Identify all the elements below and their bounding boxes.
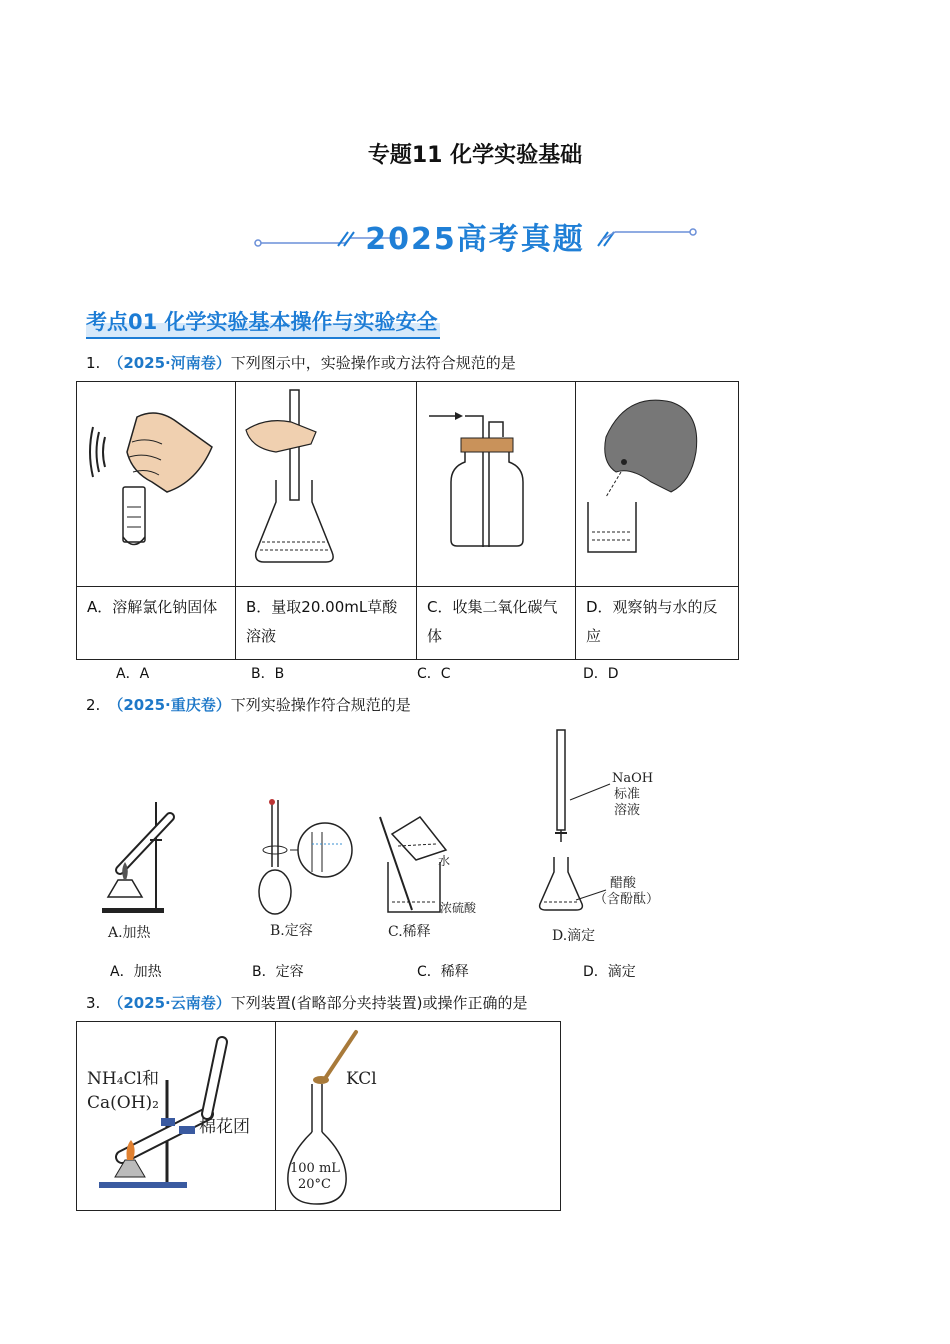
- option-a[interactable]: A．加热: [110, 964, 162, 980]
- question-number: 3.: [86, 994, 101, 1012]
- option-a[interactable]: A．A: [116, 666, 150, 682]
- figure-volumetric: [259, 799, 352, 939]
- test-tube-hand-figure: [77, 382, 235, 582]
- question-3-figure-table: [76, 1021, 561, 1211]
- label-cotton: 棉花团: [199, 1117, 250, 1137]
- question-1-figure-table: [76, 381, 739, 660]
- gas-bottle-figure: [417, 382, 575, 582]
- label-reagent-2: Ca(OH)₂: [87, 1093, 159, 1113]
- question-1-stem: [86, 352, 516, 373]
- option-b[interactable]: B．B: [251, 666, 285, 682]
- label-a: A.加热: [108, 925, 151, 941]
- label-naoh-2: 标准: [614, 787, 641, 802]
- figure-heating: [102, 802, 170, 941]
- option-c[interactable]: C．C: [417, 666, 451, 682]
- question-2-stem: [86, 694, 411, 715]
- figure-dilution: [380, 817, 477, 940]
- label-kcl: KCl: [346, 1069, 377, 1089]
- caption-d: D．观察钠与水的反应: [576, 587, 739, 660]
- figure-cell-c: [417, 382, 576, 587]
- label-acetic-2: （含酚酞）: [594, 892, 660, 907]
- label-water: 水: [438, 854, 451, 868]
- caption-b: B．量取20.00mL草酸溶液: [236, 587, 417, 660]
- question-number: 2.: [86, 696, 101, 714]
- question-2-options: [0, 961, 950, 981]
- section-heading: 考点01 化学实验基本操作与实验安全: [86, 306, 440, 339]
- question-source: （2025·云南卷）: [108, 994, 231, 1012]
- label-flask-2: 20°C: [298, 1177, 331, 1192]
- figure-titration: [540, 730, 659, 944]
- question-text: 下列图示中，实验操作或方法符合规范的是: [230, 354, 516, 372]
- figure-cell-d: [576, 382, 739, 587]
- question-3-stem: [86, 992, 527, 1013]
- volumetric-flask-figure: [276, 1022, 560, 1206]
- label-conc-acid: 浓硫酸: [440, 901, 477, 915]
- label-flask-1: 100 mL: [290, 1161, 340, 1176]
- figure-cell-ammonia: [77, 1022, 276, 1211]
- page-title: 专题11 化学实验基础: [367, 143, 583, 168]
- observe-reaction-figure: [576, 382, 738, 582]
- option-c[interactable]: C．稀释: [417, 964, 469, 980]
- label-reagent-1: NH₄Cl和: [87, 1069, 159, 1089]
- question-source: （2025·重庆卷）: [108, 696, 231, 714]
- question-text: 下列装置(省略部分夹持装置)或操作正确的是: [230, 994, 528, 1012]
- caption-a: A．溶解氯化钠固体: [77, 587, 236, 660]
- question-text: 下列实验操作符合规范的是: [230, 696, 411, 714]
- label-acetic-1: 醋酸: [610, 876, 637, 891]
- label-b: B.定容: [270, 923, 313, 939]
- question-source: （2025·河南卷）: [108, 354, 231, 372]
- option-d[interactable]: D．D: [583, 666, 619, 682]
- burette-flask-figure: [236, 382, 416, 582]
- option-d[interactable]: D．滴定: [583, 964, 636, 980]
- ammonia-apparatus-figure: [77, 1022, 275, 1206]
- option-b[interactable]: B．定容: [252, 964, 304, 980]
- figure-cell-a: [77, 382, 236, 587]
- label-naoh-3: 溶液: [614, 803, 641, 818]
- banner-title: 2025高考真题: [365, 222, 585, 257]
- label-d: D.滴定: [552, 928, 596, 944]
- label-c: C.稀释: [388, 924, 431, 940]
- question-number: 1.: [86, 354, 101, 372]
- figure-cell-b: [236, 382, 417, 587]
- figure-cell-flask: [276, 1022, 561, 1211]
- caption-c: C．收集二氧化碳气体: [417, 587, 576, 660]
- question-1-options: [0, 663, 950, 683]
- label-naoh-1: NaOH: [612, 771, 654, 786]
- question-2-figure: [90, 722, 670, 950]
